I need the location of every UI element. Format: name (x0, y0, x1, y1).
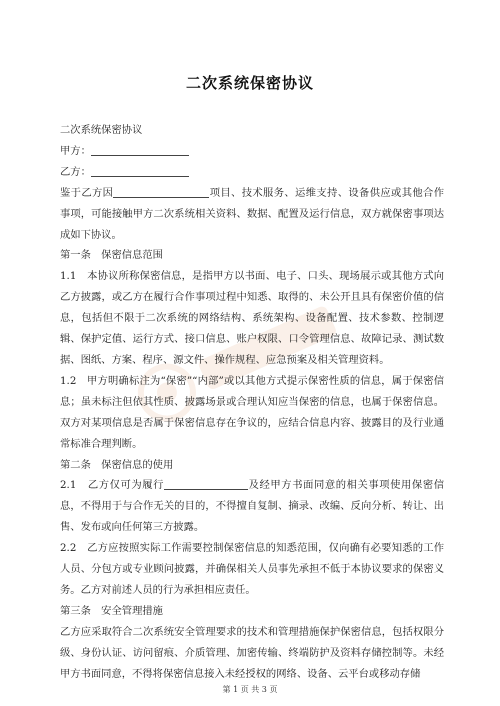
article-3-text: 乙方应采取符合二次系统安全管理要求的技术和管理措施保护保密信息，包括权限分级、身份认证、访问留痕、介质管理、加密传输、终端防护及资料存储控制等。未经甲方书面同意，不得将保密信息接入未经授权的网络、设备、云平台或移动存储 (60, 625, 444, 680)
party-b-blank[interactable] (91, 164, 189, 177)
document-title: 二次系统保密协议 (185, 74, 314, 92)
clause-1-1: 1.1 本协议所称保密信息，是指甲方以书面、电子、口头、现场展示或其他方式向乙方披露，或乙方在履行合作事项过程中知悉、取得的、未公开且具有保密价值的信息，包括但不限于二次系统的网络结构、系统架构、设备配置、技术参数、控制逻辑、保护定值、运行方式、接口信息、账户权限、口令管理信息、故障记录、测试数据、图纸、方案、程序、源文件、操作规程、应急预案及相关管理资料。 (60, 270, 444, 366)
purpose-blank[interactable] (164, 477, 248, 490)
clause-1-2: 1.2 甲方明确标注为“保密”“内部”或以其他方式提示保密性质的信息，属于保密信息；虽未标注但依其性质、披露场景或合理认知应当保密的信息，也属于保密信息。双方对某项信息是否属于保密信息存在争议的，应结合信息内容、披露目的及行业通常标准合理判断。 (60, 374, 444, 450)
party-a-line (60, 141, 444, 162)
clause-2-1-rest: 及经甲方书面同意的相关事项使用保密信息，不得用于与合作无关的目的，不得擅自复制、摘录、改编、反向分析、转让、出售、发布或向任何第三方披露。 (60, 479, 444, 534)
clause-2-1 (60, 475, 444, 538)
article-1-title: 第一条 保密信息范围 (60, 249, 163, 262)
page-footer: 第 1 页 共 3 页 (222, 685, 278, 694)
party-b-label: 乙方： (60, 165, 91, 178)
party-a-label: 甲方： (60, 144, 91, 157)
party-b-line (60, 162, 444, 183)
clause-2-1-start: 2.1 乙方仅可为履行 (60, 479, 165, 492)
document-body (60, 120, 444, 684)
document-subtitle: 二次系统保密协议 (60, 124, 143, 136)
party-a-blank[interactable] (91, 143, 189, 156)
article-3-title: 第三条 安全管理措施 (60, 604, 163, 617)
project-name-blank[interactable] (113, 185, 209, 198)
preamble (60, 183, 444, 246)
article-2-title: 第二条 保密信息的使用 (60, 458, 174, 471)
clause-2-2: 2.2 乙方应按照实际工作需要控制保密信息的知悉范围，仅向确有必要知悉的工作人员、分包方或专业顾问披露，并确保相关人员事先承担不低于本协议要求的保密义务。乙方对前述人员的行为承担相应责任。 (60, 542, 444, 596)
preamble-rest: 项目、技术服务、运维支持、设备供应或其他合作事项，可能接触甲方二次系统相关资料、数据、配置及运行信息，双方就保密事项达成如下协议。 (60, 186, 445, 241)
preamble-start: 鉴于乙方因 (60, 186, 114, 199)
